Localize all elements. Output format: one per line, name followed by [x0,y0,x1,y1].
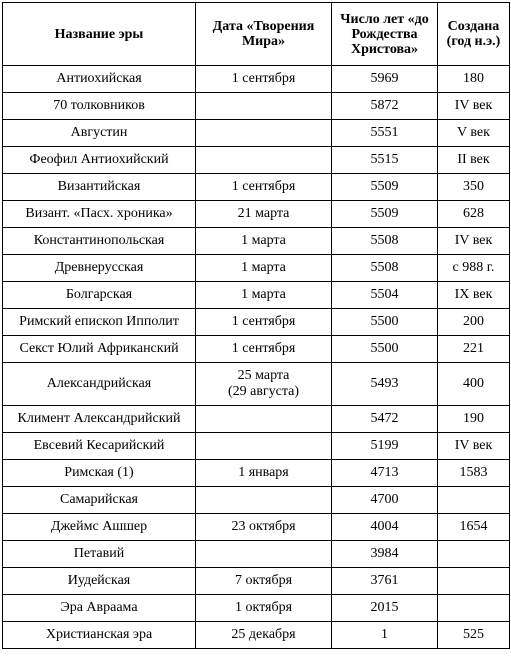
header-creation-date: Дата «Творения Мира» [196,3,332,66]
era-name-cell: Петавий [3,541,196,568]
created-cell: 1654 [438,514,510,541]
creation-date-cell [196,487,332,514]
created-cell: II век [438,147,510,174]
table-row [3,147,510,174]
era-name-cell: Евсевий Кесарийский [3,433,196,460]
years-cell: 4700 [332,487,438,514]
era-name-cell: Визант. «Пасх. хроника» [3,201,196,228]
header-row [3,3,510,66]
created-cell: IX век [438,282,510,309]
era-name-cell: Александрийская [3,363,196,406]
created-cell [438,568,510,595]
header-years-before-christ: Число лет «до Рождества Христова» [332,3,438,66]
era-name-cell: Римский епископ Ипполит [3,309,196,336]
table-row [3,255,510,282]
years-cell: 5551 [332,120,438,147]
creation-date-cell [196,363,332,406]
created-cell: IV век [438,433,510,460]
creation-date-cell: 1 сентября [196,309,332,336]
header-era-name: Название эры [3,3,196,66]
years-cell: 5508 [332,228,438,255]
creation-date-cell: 1 марта [196,255,332,282]
table-row [3,93,510,120]
table-row [3,228,510,255]
table-row [3,541,510,568]
years-cell: 1 [332,622,438,649]
years-cell: 5199 [332,433,438,460]
table-row [3,336,510,363]
era-name-cell: Феофил Антиохийский [3,147,196,174]
era-name-cell: Древнерусская [3,255,196,282]
table-row [3,433,510,460]
era-name-cell: Самарийская [3,487,196,514]
years-cell: 5515 [332,147,438,174]
table-row [3,174,510,201]
creation-date-cell: 7 октября [196,568,332,595]
era-name-cell: Секст Юлий Африканский [3,336,196,363]
header-created-year: Создана (год н.э.) [438,3,510,66]
era-name-cell: Болгарская [3,282,196,309]
years-cell: 5500 [332,336,438,363]
creation-date-alt-line: (29 августа) [227,384,300,399]
creation-date-cell [196,541,332,568]
years-cell: 5500 [332,309,438,336]
created-cell: IV век [438,93,510,120]
table-row [3,568,510,595]
created-cell: 200 [438,309,510,336]
era-name-cell: Иудейская [3,568,196,595]
creation-date-cell: 1 сентября [196,174,332,201]
table-row [3,282,510,309]
creation-date-cell: 23 октября [196,514,332,541]
creation-date-cell [196,147,332,174]
era-name-cell: Климент Александрийский [3,406,196,433]
creation-date-cell [196,433,332,460]
years-cell: 3984 [332,541,438,568]
era-name-cell: Римская (1) [3,460,196,487]
table-row [3,309,510,336]
table-row [3,514,510,541]
table-row [3,622,510,649]
table-row [3,66,510,93]
creation-date-cell: 25 декабря [196,622,332,649]
created-cell: 350 [438,174,510,201]
table-row [3,460,510,487]
created-cell: 400 [438,363,510,406]
era-name-cell: Эра Авраама [3,595,196,622]
table-row [3,201,510,228]
created-cell [438,541,510,568]
era-name-cell: Христианская эра [3,622,196,649]
years-cell: 5508 [332,255,438,282]
creation-date-cell: 1 марта [196,282,332,309]
eras-table [2,2,510,649]
created-cell: 180 [438,66,510,93]
created-cell: 190 [438,406,510,433]
table-row [3,595,510,622]
created-cell [438,595,510,622]
created-cell: V век [438,120,510,147]
created-cell: IV век [438,228,510,255]
created-cell: 525 [438,622,510,649]
creation-date-cell: 1 января [196,460,332,487]
era-name-cell: Константинопольская [3,228,196,255]
table-row [3,406,510,433]
years-cell: 4004 [332,514,438,541]
years-cell: 5493 [332,363,438,406]
era-name-cell: Джеймс Ашшер [3,514,196,541]
years-cell: 5509 [332,201,438,228]
created-cell: с 988 г. [438,255,510,282]
table-row [3,363,510,406]
era-name-cell: 70 толковников [3,93,196,120]
era-name-cell: Антиохийская [3,66,196,93]
years-cell: 5969 [332,66,438,93]
table-row [3,487,510,514]
table-row [3,120,510,147]
creation-date-cell: 1 марта [196,228,332,255]
created-cell: 221 [438,336,510,363]
era-name-cell: Византийская [3,174,196,201]
creation-date-cell: 1 октября [196,595,332,622]
creation-date-line: 25 марта [237,368,290,383]
years-cell: 5872 [332,93,438,120]
creation-date-cell [196,93,332,120]
creation-date-cell [196,406,332,433]
years-cell: 5472 [332,406,438,433]
years-cell: 5504 [332,282,438,309]
created-cell [438,487,510,514]
era-name-cell: Августин [3,120,196,147]
creation-date-cell: 21 марта [196,201,332,228]
created-cell: 628 [438,201,510,228]
years-cell: 2015 [332,595,438,622]
creation-date-cell: 1 сентября [196,66,332,93]
years-cell: 5509 [332,174,438,201]
creation-date-cell: 1 сентября [196,336,332,363]
years-cell: 4713 [332,460,438,487]
years-cell: 3761 [332,568,438,595]
created-cell: 1583 [438,460,510,487]
creation-date-cell [196,120,332,147]
